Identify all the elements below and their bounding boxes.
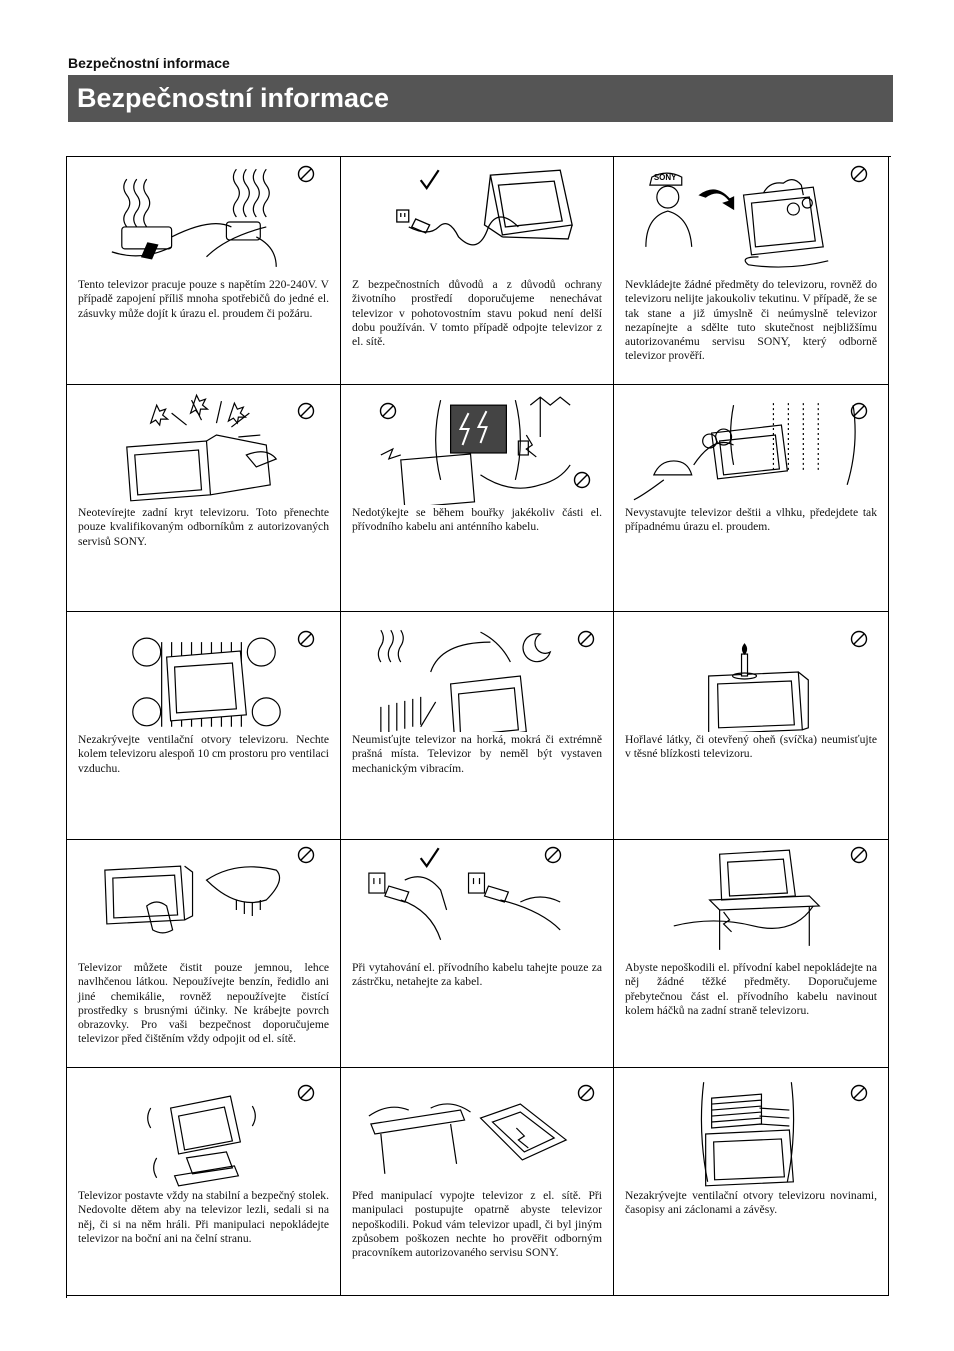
- newspapers-on-tv-illustration: [614, 1068, 888, 1188]
- safety-cell-cover-vents: [614, 1068, 889, 1296]
- safety-cell-cleaning: [67, 840, 341, 1068]
- safety-cell-open-fire: [614, 612, 889, 840]
- safety-text: Nevystavujte televizor deštii a vlhku, předejdete tak případnému úrazu el. proudem.: [625, 506, 877, 534]
- safety-cell-heat: [341, 612, 614, 840]
- safety-text: Televizor postavte vždy na stabilní a bezpečný stolek. Nedovolte dětem aby na televizor lezli, sedali si na něj, či si na něm hráli. Při manipulaci nepokládejte televizor na boční ani na čelní stranu.: [78, 1189, 329, 1245]
- safety-cell-power-overload: [67, 157, 341, 385]
- safety-cell-ventilation: [67, 612, 341, 840]
- safety-cell-stability: [67, 1068, 341, 1296]
- cord-under-stand-illustration: [614, 840, 888, 960]
- unplug-tv-illustration: [341, 157, 613, 277]
- safety-cell-humidity: [614, 385, 889, 612]
- heater-sun-illustration: [341, 612, 613, 732]
- safety-cell-storm: [341, 385, 614, 612]
- safety-cell-no-liquids: [614, 157, 889, 385]
- safety-cell-rear-cover: [67, 385, 341, 612]
- technician-and-tv-illustration: [614, 157, 888, 277]
- plug-hand-illustration: [341, 840, 613, 960]
- safety-text: Nezakrývejte ventilační otvory televizoru. Nechte kolem televizoru alespoň 10 cm prostoru pro ventilaci vzduchu.: [78, 733, 329, 775]
- running-head: Bezpečnostní informace: [68, 55, 230, 71]
- wobbling-tv-illustration: [67, 1068, 340, 1188]
- safety-text: Neotevírejte zadní kryt televizoru. Toto přenechte pouze kvalifikovaným odborníkům z autorizovaných servisů SONY.: [78, 506, 329, 548]
- safety-cell-power-cord: [614, 840, 889, 1068]
- safety-text: Nezakrývejte ventilační otvory televizoru novinami, časopisy ani záclonami a závěsy.: [625, 1189, 877, 1217]
- safety-grid: [66, 156, 891, 1298]
- safety-text: Tento televizor pracuje pouze s napětím 220-240V. V případě zapojení příliš mnoha spotřebičů do jedné el. zásuvky může dojít k úrazu el. proudem či požáru.: [78, 278, 329, 320]
- safety-text: Před manipulací vypojte televizor z el. sítě. Při manipulaci postupujte opatrně abyste televizor nepoškodili. Pokud vám televizor upadl, či byl jiným způsobem poškozen nechte ho prověřit odborným pracovníkem autorizovaného servisu SONY.: [352, 1189, 602, 1260]
- safety-cell-handling: [341, 1068, 614, 1296]
- page-title: Bezpečnostní informace: [68, 75, 893, 122]
- overloaded-socket-illustration: [67, 157, 340, 277]
- lightning-storm-illustration: [341, 385, 613, 505]
- candle-on-tv-illustration: [614, 612, 888, 732]
- safety-text: Neumisťujte televizor na horká, mokrá či extrémně prašná místa. Televizor by neměl být vystaven mechanickým vibracím.: [352, 733, 602, 775]
- open-tv-sparks-illustration: [67, 385, 340, 505]
- cleaning-tv-illustration: [67, 840, 340, 960]
- safety-text: Při vytahování el. přívodního kabelu tahejte pouze za zástrčku, netahejte za kabel.: [352, 961, 602, 989]
- safety-text: Televizor můžete čistit pouze jemnou, lehce navlhčenou látkou. Nepoužívejte benzín, ředidlo ani jiné chemikálie, rovněž nepoužívejte čistící prostředky s brusnými účinky. Ne krábejte povrch obrazovky. Pro vaši bezpečnost doporučujeme televizor před čištěním vždy odpojit od el. sítě.: [78, 961, 329, 1046]
- safety-cell-unplugging: [341, 840, 614, 1068]
- safety-text: Abyste nepoškodili el. přívodní kabel nepokládejte na něj žádné těžké předměty. Doporučujeme přebytečnou část el. přívodního kabelu navinout kolem háčků na zadní straně televizoru.: [625, 961, 877, 1017]
- safety-cell-unplug-standby: [341, 157, 614, 385]
- safety-text: Nevkládejte žádné předměty do televizoru, rovněž do televizoru nelijte jakoukoliv tekutinu. V případě, že se tak stane a již úmyslně či neúmyslně televizor nezapínejte a sdělte tuto skutečnost nejbližšímu autorizovanému servisu SONY, který odborně televizor prověří.: [625, 278, 877, 363]
- safety-text: Z bezpečnostních důvodů a z důvodů ochrany životního prostředí doporučujeme nenechávat televizor v pohotovostním stavu pokud není delší dobu používán. V tomto případě odpojte televizor z el. sítě.: [352, 278, 602, 349]
- blocked-vents-illustration: [67, 612, 340, 732]
- safety-text: Nedotýkejte se během bouřky jakékoliv části el. přívodního kabelu ani anténního kabelu.: [352, 506, 602, 534]
- falling-tv-illustration: [341, 1068, 613, 1188]
- sony-cap-logo: SONY: [653, 173, 677, 183]
- rain-window-illustration: [614, 385, 888, 505]
- safety-text: Hořlavé látky, či otevřený oheň (svíčka) neumisťujte v těsné blízkosti televizoru.: [625, 733, 877, 761]
